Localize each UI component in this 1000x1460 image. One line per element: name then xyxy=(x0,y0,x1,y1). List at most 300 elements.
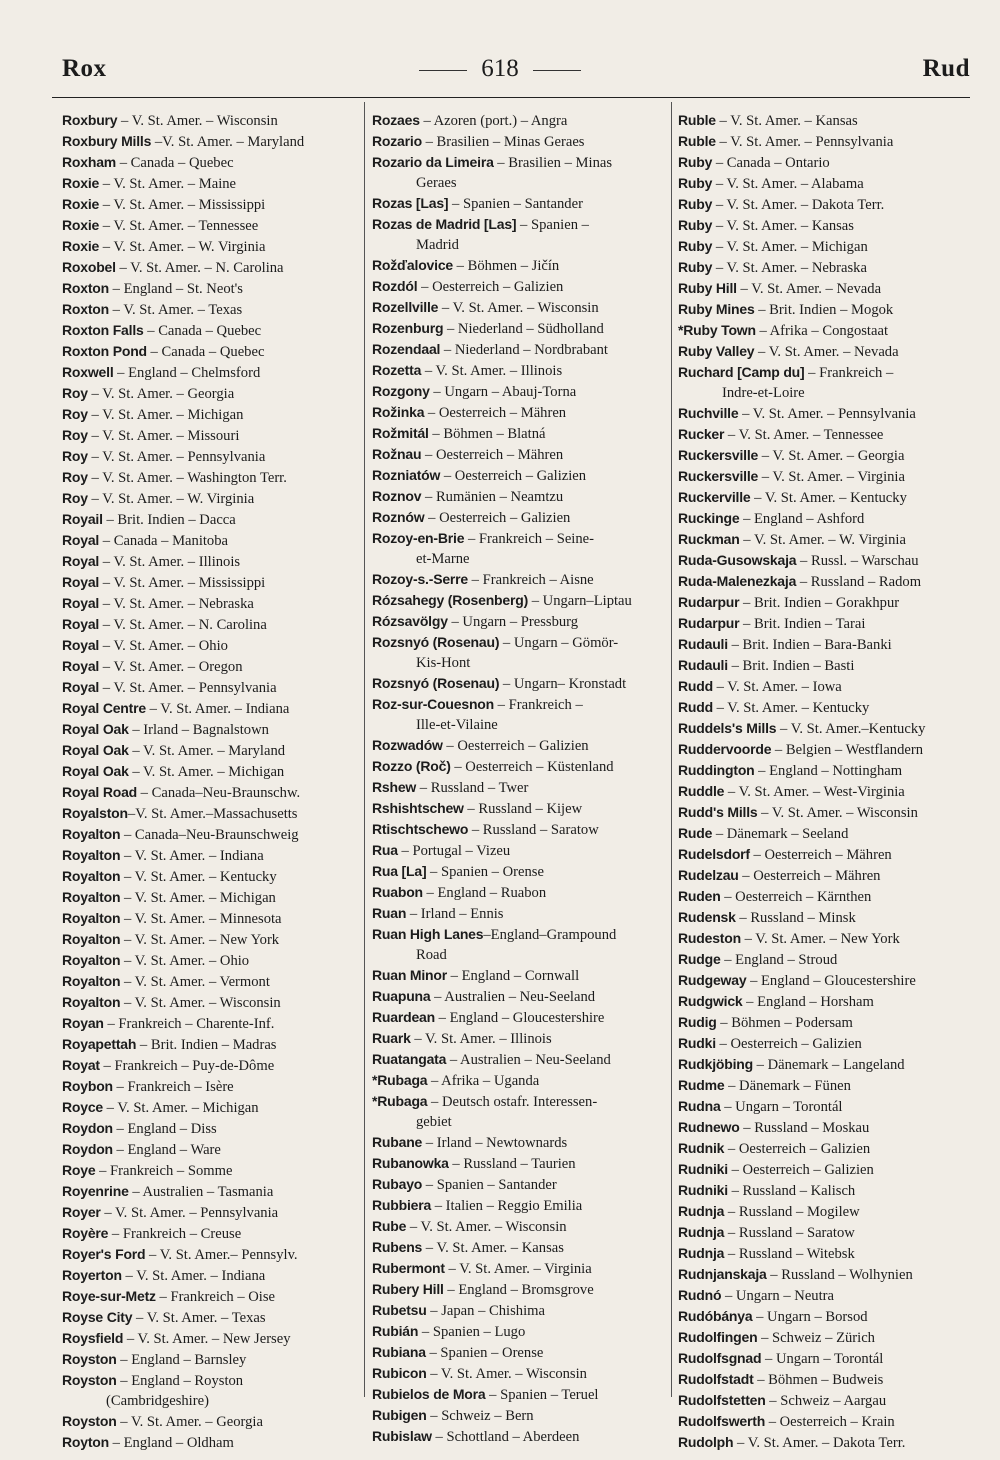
entry-location: – V. St. Amer. – Michigan xyxy=(120,890,276,906)
gazetteer-entry xyxy=(62,257,357,278)
gazetteer-entry xyxy=(62,698,357,719)
gazetteer-entry xyxy=(62,656,357,677)
entry-place-name: Royce xyxy=(62,1099,104,1115)
gazetteer-entry xyxy=(678,508,970,529)
gazetteer-entry xyxy=(372,110,668,131)
gazetteer-entry xyxy=(62,1286,357,1307)
entry-place-name: Royère xyxy=(62,1225,109,1241)
gazetteer-entry xyxy=(372,318,668,339)
entry-place-name: Rudge xyxy=(678,951,721,967)
gazetteer-entry xyxy=(62,719,357,740)
entry-location: – Oesterreich – Galizien xyxy=(724,1141,871,1157)
entry-location: – Schweiz – Aargau xyxy=(765,1393,887,1409)
entry-place-name: Royal xyxy=(62,532,100,548)
gazetteer-entry xyxy=(62,1223,357,1244)
entry-place-name: Rubetsu xyxy=(372,1302,427,1318)
gazetteer-entry xyxy=(678,1033,970,1054)
entry-place-name: Rudgwick xyxy=(678,993,743,1009)
header-dash-left xyxy=(419,70,467,71)
entry-location: – V. St. Amer. – Nebraska xyxy=(712,260,867,276)
gazetteer-entry xyxy=(678,299,970,320)
entry-place-name: Royalton xyxy=(62,910,121,926)
entry-place-name: Ruby Valley xyxy=(678,343,755,359)
entry-location: – Australien – Tasmania xyxy=(128,1184,274,1200)
running-head-right: Rud xyxy=(922,55,970,82)
gazetteer-entry xyxy=(678,424,970,445)
gazetteer-entry xyxy=(678,194,970,215)
entry-location: – V. St. Amer. – Kansas xyxy=(712,218,854,234)
entry-place-name: Royal xyxy=(62,553,100,569)
entry-place-name: Rudensk xyxy=(678,909,736,925)
entry-place-name: Ruardean xyxy=(372,1009,435,1025)
entry-place-name: Rubanowka xyxy=(372,1155,449,1171)
entry-place-name: Rudd xyxy=(678,678,713,694)
entry-location: – V. St. Amer. – Dakota Terr. xyxy=(712,197,885,213)
gazetteer-entry xyxy=(372,882,668,903)
entry-place-name: Rozas [Las] xyxy=(372,195,449,211)
entry-location: – Oesterreich – Mähren xyxy=(421,447,564,463)
entry-place-name: Ruby Mines xyxy=(678,301,755,317)
entry-place-name: Royston xyxy=(62,1351,117,1367)
entry-continuation: Ille-et-Vilaine xyxy=(416,717,498,733)
entry-place-name: *Rubaga xyxy=(372,1093,428,1109)
entry-place-name: Royal Oak xyxy=(62,763,129,779)
gazetteer-entry xyxy=(62,1013,357,1034)
entry-place-name: Royer's Ford xyxy=(62,1246,146,1262)
entry-place-name: Roy xyxy=(62,469,88,485)
gazetteer-entry xyxy=(372,1237,668,1258)
entry-place-name: Ruckman xyxy=(678,531,740,547)
entry-location: – V. St. Amer. – W. Virginia xyxy=(739,532,906,548)
entry-location: – England – Horsham xyxy=(742,994,874,1010)
entry-place-name: Ruble xyxy=(678,133,716,149)
gazetteer-entry xyxy=(678,1411,970,1432)
gazetteer-entry xyxy=(372,1384,668,1405)
gazetteer-entry xyxy=(678,131,970,152)
entry-place-name: Roxton Falls xyxy=(62,322,144,338)
entry-place-name: Rožďalovice xyxy=(372,257,454,273)
entry-location: – V. St. Amer. – Illinois xyxy=(421,363,563,379)
entry-location: – Oesterreich – Küstenland xyxy=(450,759,614,775)
running-head-left: Rox xyxy=(62,55,107,82)
entry-place-name: Ruble xyxy=(678,112,716,128)
entry-location: – V. St. Amer. – Michigan xyxy=(712,239,868,255)
gazetteer-entry xyxy=(372,777,668,798)
entry-place-name: Royse City xyxy=(62,1309,133,1325)
gazetteer-entry xyxy=(372,193,668,214)
entry-location: – Russland – Minsk xyxy=(735,910,856,926)
gazetteer-entry xyxy=(372,1300,668,1321)
entry-location: – V. St. Amer. – N. Carolina xyxy=(99,617,267,633)
gazetteer-entry xyxy=(372,297,668,318)
gazetteer-entry xyxy=(678,278,970,299)
gazetteer-entry xyxy=(678,1432,970,1453)
entry-place-name: Rubigen xyxy=(372,1407,427,1423)
entry-place-name: Ruddervoorde xyxy=(678,741,772,757)
entry-location: – Spanien – Lugo xyxy=(418,1324,526,1340)
entry-place-name: Royalton xyxy=(62,868,121,884)
entry-location: – England – Bromsgrove xyxy=(443,1282,594,1298)
gazetteer-entry xyxy=(62,110,357,131)
entry-location: – Frankreich – Isère xyxy=(112,1079,234,1095)
entry-location: – V. St. Amer. – Texas xyxy=(132,1310,266,1326)
entry-place-name: Rozdól xyxy=(372,278,418,294)
entry-place-name: Rudig xyxy=(678,1014,717,1030)
gazetteer-entry xyxy=(62,1139,357,1160)
entry-location: – Irland – Ennis xyxy=(406,906,504,922)
gazetteer-column-3 xyxy=(678,110,970,1453)
page-number-block xyxy=(0,55,1000,83)
gazetteer-entry xyxy=(372,756,668,777)
entry-place-name: Ruda-Gusowskaja xyxy=(678,552,797,568)
column-divider xyxy=(671,102,672,1397)
gazetteer-entry xyxy=(678,781,970,802)
entry-place-name: Rudnewo xyxy=(678,1119,740,1135)
entry-place-name: Royal xyxy=(62,679,100,695)
entry-place-name: Roxton xyxy=(62,301,110,317)
entry-location: – Frankreich – Somme xyxy=(95,1163,233,1179)
entry-place-name: Roxie xyxy=(62,175,100,191)
entry-location: – V. St. Amer. – W. Virginia xyxy=(99,239,266,255)
entry-place-name: Rudd xyxy=(678,699,713,715)
entry-location: – V. St. Amer. – Virginia xyxy=(444,1261,592,1277)
gazetteer-entry xyxy=(62,740,357,761)
gazetteer-entry xyxy=(62,320,357,341)
gazetteer-entry xyxy=(372,1091,668,1132)
entry-location: – V. St. Amer. – Michigan xyxy=(128,764,285,780)
entry-place-name: Rua [La] xyxy=(372,863,427,879)
entry-place-name: Rózsavölgy xyxy=(372,613,448,629)
entry-location: – V. St. Amer. – Georgia xyxy=(87,386,235,402)
entry-location: – Deutsch ostafr. Interessen- xyxy=(427,1094,598,1110)
entry-location: – V. St. Amer. – Michigan xyxy=(103,1100,259,1116)
entry-location: – Frankreich – Seine- xyxy=(464,531,594,547)
entry-place-name: *Ruby Town xyxy=(678,322,756,338)
column-divider xyxy=(364,102,365,1397)
entry-location: – Irland – Bagnalstown xyxy=(128,722,269,738)
gazetteer-entry xyxy=(678,1138,970,1159)
entry-location: – Brit. Indien – Mogok xyxy=(754,302,894,318)
entry-place-name: Roxobel xyxy=(62,259,116,275)
entry-place-name: Roxie xyxy=(62,196,100,212)
entry-place-name: Roxie xyxy=(62,217,100,233)
entry-location: – Afrika – Uganda xyxy=(427,1073,540,1089)
entry-location: – Australien – Neu-Seeland xyxy=(446,1052,611,1068)
entry-place-name: Ruchville xyxy=(678,405,739,421)
entry-place-name: Ruckersville xyxy=(678,447,759,463)
entry-location: – Dänemark – Langeland xyxy=(753,1057,905,1073)
entry-location: – V. St. Amer. – Dakota Terr. xyxy=(733,1435,906,1451)
entry-place-name: Rudolfstetten xyxy=(678,1392,766,1408)
entry-location: – V. St. Amer.– Pennsylv. xyxy=(145,1247,298,1263)
gazetteer-entry xyxy=(372,840,668,861)
entry-place-name: Royston xyxy=(62,1413,117,1429)
entry-location: – Frankreich – xyxy=(804,365,894,381)
entry-place-name: Roysfield xyxy=(62,1330,124,1346)
entry-place-name: Rubane xyxy=(372,1134,423,1150)
gazetteer-entry xyxy=(678,697,970,718)
entry-place-name: Rozetta xyxy=(372,362,422,378)
entry-place-name: Rudolfingen xyxy=(678,1329,758,1345)
entry-place-name: Rudolph xyxy=(678,1434,734,1450)
entry-location: – V. St. Amer. – Tennessee xyxy=(99,218,259,234)
gazetteer-entry xyxy=(372,1258,668,1279)
entry-location: – Brit. Indien – Bara-Banki xyxy=(727,637,892,653)
gazetteer-entry xyxy=(372,1405,668,1426)
entry-place-name: Royal xyxy=(62,616,100,632)
entry-place-name: Rudna xyxy=(678,1098,721,1114)
gazetteer-entry xyxy=(372,360,668,381)
entry-place-name: Rua xyxy=(372,842,398,858)
entry-location: – V. St. Amer. – Indiana xyxy=(120,848,264,864)
entry-place-name: Ruan xyxy=(372,905,407,921)
gazetteer-entry xyxy=(62,992,357,1013)
entry-location: – Canada – Quebec xyxy=(143,323,262,339)
entry-place-name: Royalton xyxy=(62,952,121,968)
entry-place-name: Ruark xyxy=(372,1030,411,1046)
entry-place-name: Royal xyxy=(62,637,100,653)
gazetteer-entry xyxy=(678,1222,970,1243)
entry-place-name: Rudnja xyxy=(678,1224,725,1240)
entry-place-name: Rudnja xyxy=(678,1203,725,1219)
gazetteer-entry xyxy=(372,632,668,673)
entry-location: – Ungarn–Liptau xyxy=(528,593,632,609)
header-dash-right xyxy=(533,70,581,71)
entry-location: – Oesterreich – Galizien xyxy=(440,468,587,484)
gazetteer-entry xyxy=(678,907,970,928)
entry-location: – England – St. Neot's xyxy=(109,281,243,297)
entry-place-name: Rozniatów xyxy=(372,467,441,483)
gazetteer-entry xyxy=(372,1426,668,1447)
gazetteer-entry xyxy=(62,761,357,782)
entry-location: – England – Chelmsford xyxy=(113,365,261,381)
entry-location: – V. St. Amer. – Wisconsin xyxy=(117,113,278,129)
gazetteer-entry xyxy=(62,1328,357,1349)
entry-location: – Canada – Quebec xyxy=(116,155,234,171)
gazetteer-entry xyxy=(62,1432,357,1453)
entry-place-name: Roydon xyxy=(62,1120,113,1136)
gazetteer-entry xyxy=(62,1076,357,1097)
entry-place-name: Royal Centre xyxy=(62,700,146,716)
gazetteer-entry xyxy=(678,173,970,194)
entry-location: – Rumänien – Neamtzu xyxy=(421,489,564,505)
entry-location: – England – Barnsley xyxy=(116,1352,247,1368)
gazetteer-entry xyxy=(372,694,668,735)
entry-location: – V. St. Amer. – Maryland xyxy=(128,743,286,759)
entry-place-name: Rozzo (Roč) xyxy=(372,758,451,774)
entry-place-name: Roy xyxy=(62,385,88,401)
gazetteer-entry xyxy=(62,677,357,698)
entry-place-name: Ruden xyxy=(678,888,721,904)
gazetteer-entry xyxy=(678,592,970,613)
entry-location: – V. St. Amer. – New York xyxy=(740,931,900,947)
entry-place-name: Ruby xyxy=(678,154,713,170)
entry-location: – Irland – Newtownards xyxy=(422,1135,568,1151)
entry-place-name: Roxwell xyxy=(62,364,114,380)
entry-place-name: Rozoy-en-Brie xyxy=(372,530,465,546)
entry-location: – Russland – Twer xyxy=(416,780,529,796)
entry-location: – Oesterreich – Mähren xyxy=(749,847,892,863)
gazetteer-entry xyxy=(372,590,668,611)
gazetteer-entry xyxy=(678,1180,970,1201)
entry-place-name: Ruda-Malenezkaja xyxy=(678,573,797,589)
gazetteer-entry xyxy=(678,1096,970,1117)
entry-place-name: Royal Oak xyxy=(62,742,129,758)
entry-location: – V. St. Amer.–Kentucky xyxy=(776,721,926,737)
entry-location: – Frankreich – Aisne xyxy=(468,572,594,588)
gazetteer-entry xyxy=(678,613,970,634)
entry-location: – V. St. Amer. – Kentucky xyxy=(750,490,907,506)
entry-place-name: Rozario da Limeira xyxy=(372,154,494,170)
gazetteer-entry xyxy=(372,735,668,756)
entry-location: – Oesterreich – Galizien xyxy=(417,279,564,295)
gazetteer-entry xyxy=(62,1244,357,1265)
gazetteer-entry xyxy=(678,1306,970,1327)
gazetteer-entry xyxy=(678,487,970,508)
entry-place-name: Roye-sur-Metz xyxy=(62,1288,156,1304)
entry-place-name: Rudnja xyxy=(678,1245,725,1261)
entry-continuation: Kis-Hont xyxy=(416,655,471,671)
entry-place-name: Rubery Hill xyxy=(372,1281,444,1297)
entry-place-name: Rubermont xyxy=(372,1260,445,1276)
entry-location: – V. St. Amer. – Indiana xyxy=(121,1268,266,1284)
gazetteer-entry xyxy=(62,908,357,929)
entry-place-name: Roxie xyxy=(62,238,100,254)
entry-location: – Schottland – Aberdeen xyxy=(431,1429,580,1445)
entry-place-name: Ruan High Lanes xyxy=(372,926,484,942)
entry-location: – Frankreich – Creuse xyxy=(108,1226,242,1242)
entry-place-name: Rudauli xyxy=(678,657,728,673)
entry-place-name: Royapettah xyxy=(62,1036,137,1052)
entry-location: – Oesterreich – Krain xyxy=(765,1414,895,1430)
gazetteer-entry xyxy=(372,1321,668,1342)
entry-location: – Brit. Indien – Basti xyxy=(727,658,855,674)
gazetteer-entry xyxy=(678,991,970,1012)
gazetteer-entry xyxy=(372,152,668,193)
entry-location: – Spanien – Santander xyxy=(448,196,583,212)
entry-location: – Japan – Chishima xyxy=(426,1303,545,1319)
gazetteer-entry xyxy=(62,1034,357,1055)
entry-location: –England–Grampound xyxy=(483,927,617,943)
entry-place-name: Ruby xyxy=(678,238,713,254)
entry-location: – V. St. Amer. – New York xyxy=(120,932,280,948)
entry-location: – Böhmen – Jičín xyxy=(453,258,560,274)
entry-place-name: Rudolfsgnad xyxy=(678,1350,762,1366)
entry-continuation: gebiet xyxy=(416,1114,452,1130)
entry-location: – Böhmen – Budweis xyxy=(753,1372,884,1388)
gazetteer-entry xyxy=(62,887,357,908)
entry-place-name: Rozsnyó (Rosenau) xyxy=(372,675,500,691)
gazetteer-entry xyxy=(372,1363,668,1384)
entry-place-name: Royalton xyxy=(62,847,121,863)
gazetteer-entry xyxy=(62,1097,357,1118)
gazetteer-entry xyxy=(678,865,970,886)
entry-location: – Frankreich – xyxy=(494,697,583,713)
entry-location: – England – Ruabon xyxy=(422,885,547,901)
gazetteer-entry xyxy=(372,965,668,986)
gazetteer-entry xyxy=(62,488,357,509)
gazetteer-entry xyxy=(62,782,357,803)
gazetteer-entry xyxy=(62,572,357,593)
entry-location: – V. St. Amer. – Pennsylvania xyxy=(100,1205,279,1221)
gazetteer-entry xyxy=(678,718,970,739)
entry-location: – Oesterreich – Galizien xyxy=(727,1162,874,1178)
gazetteer-entry xyxy=(678,403,970,424)
entry-location: – Niederland – Nordbrabant xyxy=(440,342,608,358)
gazetteer-entry xyxy=(372,861,668,882)
gazetteer-entry xyxy=(678,1390,970,1411)
entry-continuation: et-Marne xyxy=(416,551,470,567)
entry-location: – Afrika – Congostaat xyxy=(755,323,888,339)
entry-location: – V. St. Amer. – Maine xyxy=(99,176,237,192)
entry-place-name: Roz-sur-Couesnon xyxy=(372,696,495,712)
entry-place-name: Royan xyxy=(62,1015,104,1031)
gazetteer-entry xyxy=(62,845,357,866)
entry-place-name: Roznów xyxy=(372,509,425,525)
gazetteer-entry xyxy=(678,1075,970,1096)
entry-place-name: Rozellville xyxy=(372,299,439,315)
gazetteer-entry xyxy=(372,339,668,360)
entry-place-name: Ruby Hill xyxy=(678,280,737,296)
entry-place-name: Ruby xyxy=(678,175,713,191)
entry-location: – Schweiz – Zürich xyxy=(757,1330,875,1346)
gazetteer-entry xyxy=(62,467,357,488)
entry-place-name: Ruckinge xyxy=(678,510,740,526)
entry-place-name: Rudeston xyxy=(678,930,741,946)
gazetteer-entry xyxy=(678,571,970,592)
gazetteer-entry xyxy=(62,551,357,572)
gazetteer-entry xyxy=(678,1348,970,1369)
entry-place-name: Rozwadów xyxy=(372,737,443,753)
gazetteer-entry xyxy=(678,215,970,236)
gazetteer-entry xyxy=(678,1327,970,1348)
entry-place-name: Rucker xyxy=(678,426,725,442)
gazetteer-entry xyxy=(372,1216,668,1237)
entry-location: – Ungarn – Pressburg xyxy=(447,614,579,630)
entry-place-name: Royenrine xyxy=(62,1183,129,1199)
entry-place-name: *Rubaga xyxy=(372,1072,428,1088)
entry-place-name: Ruckersville xyxy=(678,468,759,484)
entry-location: – V. St. Amer. – Pennsylvania xyxy=(715,134,894,150)
entry-location: – V. St. Amer. – Iowa xyxy=(712,679,842,695)
entry-location: – Ungarn – Borsod xyxy=(752,1309,868,1325)
gazetteer-entry xyxy=(678,739,970,760)
entry-location: – Niederland – Südholland xyxy=(443,321,604,337)
entry-location: – Spanien – xyxy=(516,217,589,233)
entry-location: – Portugal – Vizeu xyxy=(397,843,511,859)
gazetteer-entry xyxy=(62,341,357,362)
gazetteer-entry xyxy=(678,1243,970,1264)
gazetteer-entry xyxy=(678,1012,970,1033)
entry-continuation: Madrid xyxy=(416,237,459,253)
entry-place-name: Rudniki xyxy=(678,1161,728,1177)
gazetteer-column-2 xyxy=(372,110,668,1447)
entry-location: – V. St. Amer. – Illinois xyxy=(99,554,241,570)
entry-location: – V. St. Amer. – Wisconsin xyxy=(120,995,281,1011)
gazetteer-entry xyxy=(372,423,668,444)
gazetteer-entry xyxy=(678,1264,970,1285)
gazetteer-entry xyxy=(372,1195,668,1216)
entry-location: – Oesterreich – Galizien xyxy=(442,738,589,754)
entry-location: – V. St. Amer. – Mississippi xyxy=(99,197,266,213)
entry-location: – Brit. Indien – Madras xyxy=(136,1037,277,1053)
gazetteer-entry xyxy=(372,1279,668,1300)
entry-place-name: Royal Road xyxy=(62,784,138,800)
gazetteer-entry xyxy=(372,507,668,528)
entry-location: – V. St. Amer. – Wisconsin xyxy=(406,1219,567,1235)
entry-place-name: Rshew xyxy=(372,779,417,795)
gazetteer-entry xyxy=(678,970,970,991)
